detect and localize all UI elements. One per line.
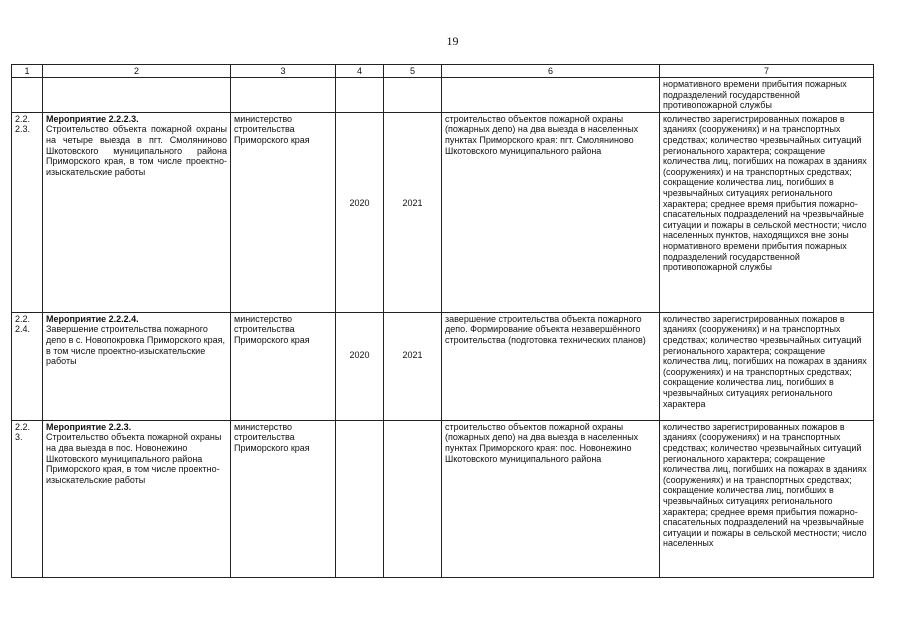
result-cell: строительство объектов пожарной охраны (пожарных депо) на два выезда в населенных пунктах Приморского края: пос. Новонежино Шкотовского муниципального района — [442, 420, 660, 577]
column-header: 3 — [231, 65, 336, 78]
table-row — [12, 312, 874, 420]
indicators-cell: количество зарегистрированных пожаров в зданиях (сооружениях) и на транспортных средствах; количество чрезвычайных ситуаций регионального характера; сокращение количества лиц, погибших на пожарах в зданиях (сооружениях) и на транспортных средствах; сокращение количества лиц, погибших в чрезвычайных ситуациях регионального характера — [660, 312, 874, 420]
row-number: 2.2. 3. — [12, 420, 43, 577]
activity-title: Мероприятие 2.2.2.4. — [46, 313, 139, 324]
start-year: 2020 — [349, 349, 370, 360]
indicators-cell: количество зарегистрированных пожаров в зданиях (сооружениях) и на транспортных средствах; количество чрезвычайных ситуаций регионального характера; сокращение количества лиц, погибших на пожарах в зданиях (сооружениях) и на транспортных средствах; сокращение количества лиц, погибших в чрезвычайных ситуациях регионального характера; среднее время прибытия пожарно-спасательных подразделений на чрезвычайные ситуации и пожары в сельской местности; число населенных — [660, 420, 874, 577]
column-header: 6 — [442, 65, 660, 78]
activity-title: Мероприятие 2.2.3. — [46, 421, 132, 432]
activity-cell — [43, 112, 231, 312]
column-header: 7 — [660, 65, 874, 78]
end-year-cell — [384, 112, 442, 312]
program-table — [11, 64, 874, 578]
column-header: 2 — [43, 65, 231, 78]
column-header-row — [12, 65, 874, 78]
result-cell: завершение строительства объекта пожарного депо. Формирование объекта незавершённого строительства (подготовка технических планов) — [442, 312, 660, 420]
column-header: 1 — [12, 65, 43, 78]
row-number: 2.2. 2.3. — [12, 112, 43, 312]
row-number: 2.2. 2.4. — [12, 312, 43, 420]
end-year-cell — [384, 420, 442, 577]
end-year: 2021 — [402, 349, 423, 360]
page-number: 19 — [446, 34, 459, 48]
start-year: 2020 — [349, 197, 370, 208]
executor-cell: министерство строительства Приморского края — [231, 112, 336, 312]
activity-description: Строительство объекта пожарной охраны на четыре выезда в пгт. Смоляниново Шкотовского муниципального района Приморского края, в том числе проектно-изыскательские работы — [46, 124, 227, 177]
column-header: 4 — [336, 65, 384, 78]
end-year-cell — [384, 312, 442, 420]
result-cell: строительство объектов пожарной охраны (пожарных депо) на два выезда в населенных пунктах Приморского края: пгт. Смоляниново Шкотовского муниципального района — [442, 112, 660, 312]
table-row — [12, 112, 874, 312]
continuation-row — [12, 78, 874, 113]
activity-cell — [43, 312, 231, 420]
column-header: 5 — [384, 65, 442, 78]
start-year-cell — [336, 420, 384, 577]
start-year-cell — [336, 312, 384, 420]
activity-description: Завершение строительства пожарного депо в с. Новопокровка Приморского края, в том числе проектно-изыскательские работы — [46, 324, 226, 367]
activity-title: Мероприятие 2.2.2.3. — [46, 113, 139, 124]
executor-cell: министерство строительства Приморского края — [231, 312, 336, 420]
end-year: 2021 — [402, 197, 423, 208]
table-row — [12, 420, 874, 577]
start-year-cell — [336, 112, 384, 312]
executor-cell: министерство строительства Приморского края — [231, 420, 336, 577]
activity-cell — [43, 420, 231, 577]
continuation-cell: нормативного времени прибытия пожарных подразделений государственной противопожарной службы — [660, 78, 874, 113]
activity-description: Строительство объекта пожарной охраны на два выезда в пос. Новонежино Шкотовского муниципального района Приморского края, в том числе проектно-изыскательские работы — [46, 432, 222, 485]
indicators-cell: количество зарегистрированных пожаров в зданиях (сооружениях) и на транспортных средствах; количество чрезвычайных ситуаций регионального характера; сокращение количества лиц, погибших на пожарах в зданиях (сооружениях) и на транспортных средствах; сокращение количества лиц, погибших в чрезвычайных ситуациях регионального характера; среднее время прибытия пожарно-спасательных подразделений на чрезвычайные ситуации и пожары в сельской местности; число населенных пунктов, находящихся вне зоны нормативного времени прибытия пожарных подразделений государственной противопожарной службы — [660, 112, 874, 312]
